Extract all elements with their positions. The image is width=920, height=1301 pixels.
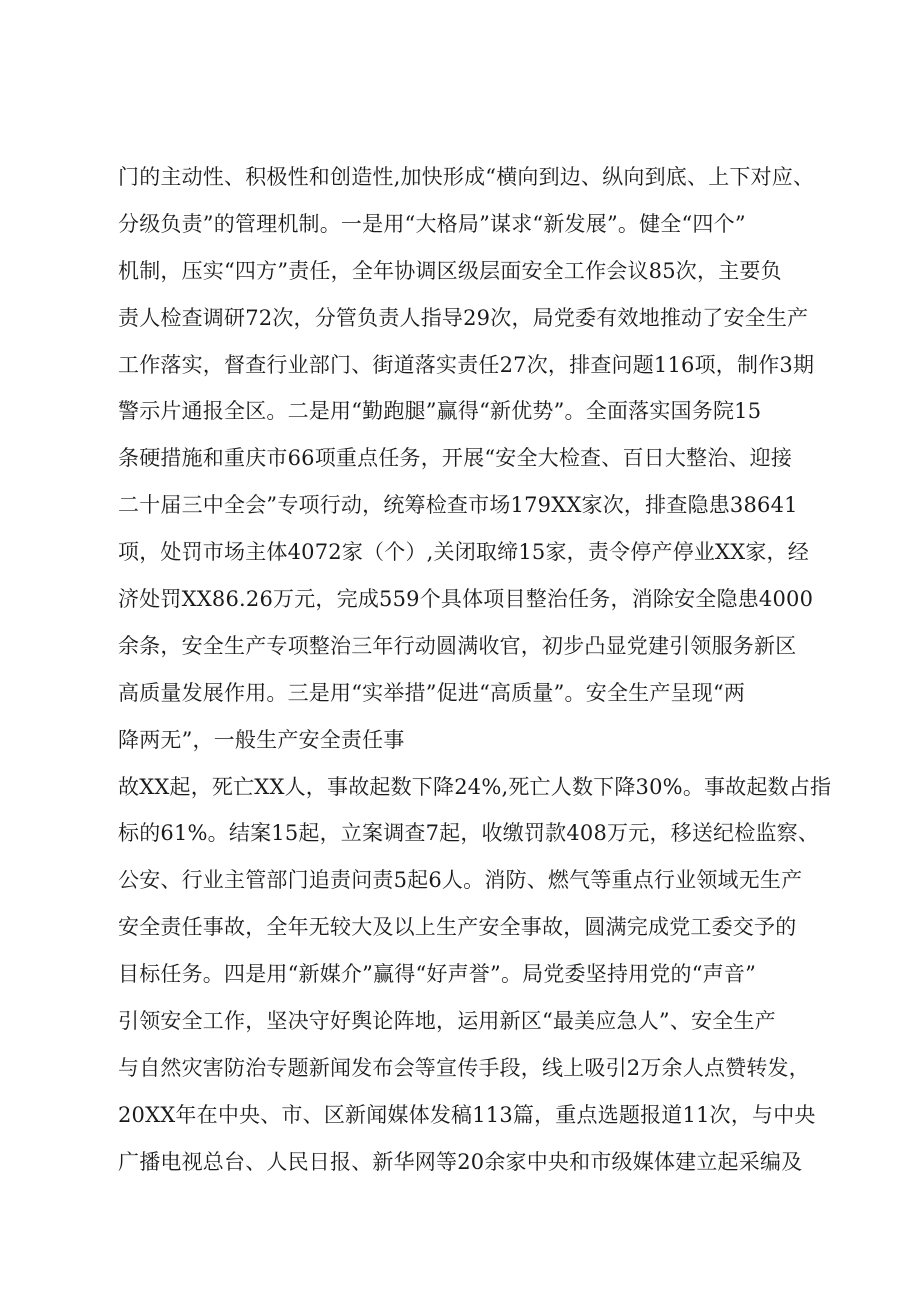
text-line: 故XX起，死亡XX人，事故起数下降24%,死亡人数下降30%。事故起数占指 xyxy=(118,774,832,799)
text-line: 与自然灾害防治专题新闻发布会等宣传手段，线上吸引2万余人点赞转发， xyxy=(118,1055,810,1080)
text-line: 标的61%。结案15起，立案调查7起，收缴罚款408万元，移送纪检监察、 xyxy=(118,821,820,846)
text-line: 安全责任事故，全年无较大及以上生产安全事故，圆满完成党工委交予的 xyxy=(118,915,797,940)
text-line: 广播电视总台、人民日报、新华网等20余家中央和市级媒体建立起采编及 xyxy=(118,1149,803,1174)
text-line: 引领安全工作，坚决守好舆论阵地，运用新区“最美应急人”、安全生产 xyxy=(118,1009,776,1034)
text-line: 目标任务。四是用“新媒介”赢得“好声誉”。局党委坚持用党的“声音” xyxy=(118,962,757,987)
text-line: 20XX年在中央、市、区新闻媒体发稿113篇，重点选题报道11次，与中央 xyxy=(118,1102,816,1127)
text-line: 高质量发展作用。三是用“实举措”促进“高质量”。安全生产呈现“两 xyxy=(118,680,746,705)
text-line: 项，处罚市场主体4072家（个）,关闭取缔15家，责令停产停业XX家，经 xyxy=(118,540,809,565)
text-line: 门的主动性、积极性和创造性,加快形成“横向到边、纵向到底、上下对应、 xyxy=(118,165,815,189)
text-line: 工作落实，督查行业部门、街道落实责任27次，排查问题116项，制作3期 xyxy=(118,352,815,377)
text-line: 条硬措施和重庆市66项重点任务，开展“安全大检查、百日大整治、迎接 xyxy=(118,446,793,471)
body-text xyxy=(118,154,832,1186)
text-line: 警示片通报全区。二是用“勤跑腿”赢得“新优势”。全面落实国务院15 xyxy=(118,399,762,424)
text-line: 机制，压实“四方”责任，全年协调区级层面安全工作会议85次，主要负 xyxy=(118,258,782,283)
text-line: 济处罚XX86.26万元，完成559个具体项目整治任务，消除安全隐患4000 xyxy=(118,587,814,612)
text-line: 公安、行业主管部门追责问责5起6人。消防、燃气等重点行业领域无生产 xyxy=(118,868,803,893)
text-line: 降两无”，一般生产安全责任事 xyxy=(118,727,405,752)
text-line: 责人检查调研72次，分管负责人指导29次，局党委有效地推动了安全生产 xyxy=(118,305,809,330)
text-line: 分级负责”的管理机制。一是用“大格局”谋求“新发展”。健全“四个” xyxy=(118,211,746,236)
text-line: 二十届三中全会”专项行动，统筹检查市场179XX家次，排查隐患38641 xyxy=(118,493,798,518)
text-line: 余条，安全生产专项整治三年行动圆满收官，初步凸显党建引领服务新区 xyxy=(118,633,797,658)
